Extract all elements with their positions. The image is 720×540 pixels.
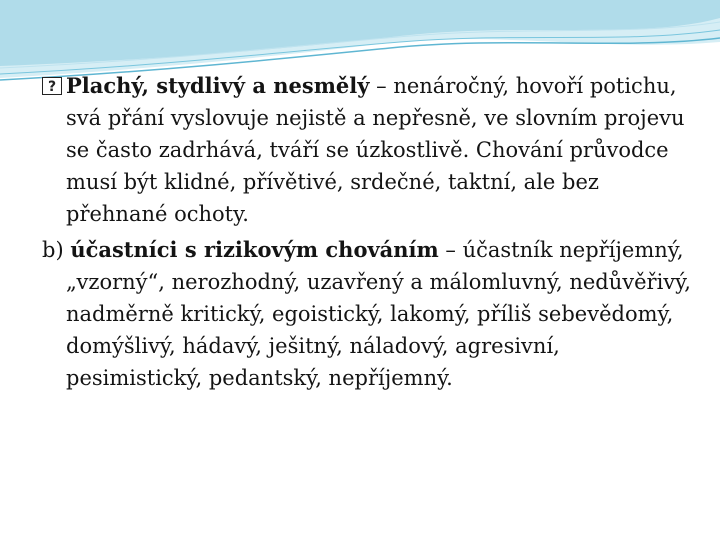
shy-heading: Plachý, stydlivý a nesmělý (66, 73, 370, 98)
shy-description: – nenáročný, hovoří potichu, svá přání vyslovuje nejistě a nepřesně, ve slovním projevu se často zadrhává, tváří se úzkostlivě. Chování průvodce musí být klidné, přívětivé, srdečné, taktní, ale bez přehnané ochoty. (66, 74, 685, 226)
slide-content (42, 70, 692, 398)
list-marker-b: b) (42, 238, 71, 262)
risky-description: – účastník nepříjemný, „vzorný“, nerozhodný, uzavřený a málomluvný, nedůvěřivý, nadměrně kritický, egoistický, lakomý, příliš sebevědomý, domýšlivý, hádavý, ješitný, náladový, agresivní, pesimistický, pedantský, nepříjemný. (66, 238, 691, 390)
risky-heading: účastníci s rizikovým chováním (70, 237, 439, 262)
missing-glyph-icon (42, 77, 62, 95)
paragraph-risky-participants (42, 234, 692, 394)
paragraph-shy-participant (42, 70, 692, 230)
